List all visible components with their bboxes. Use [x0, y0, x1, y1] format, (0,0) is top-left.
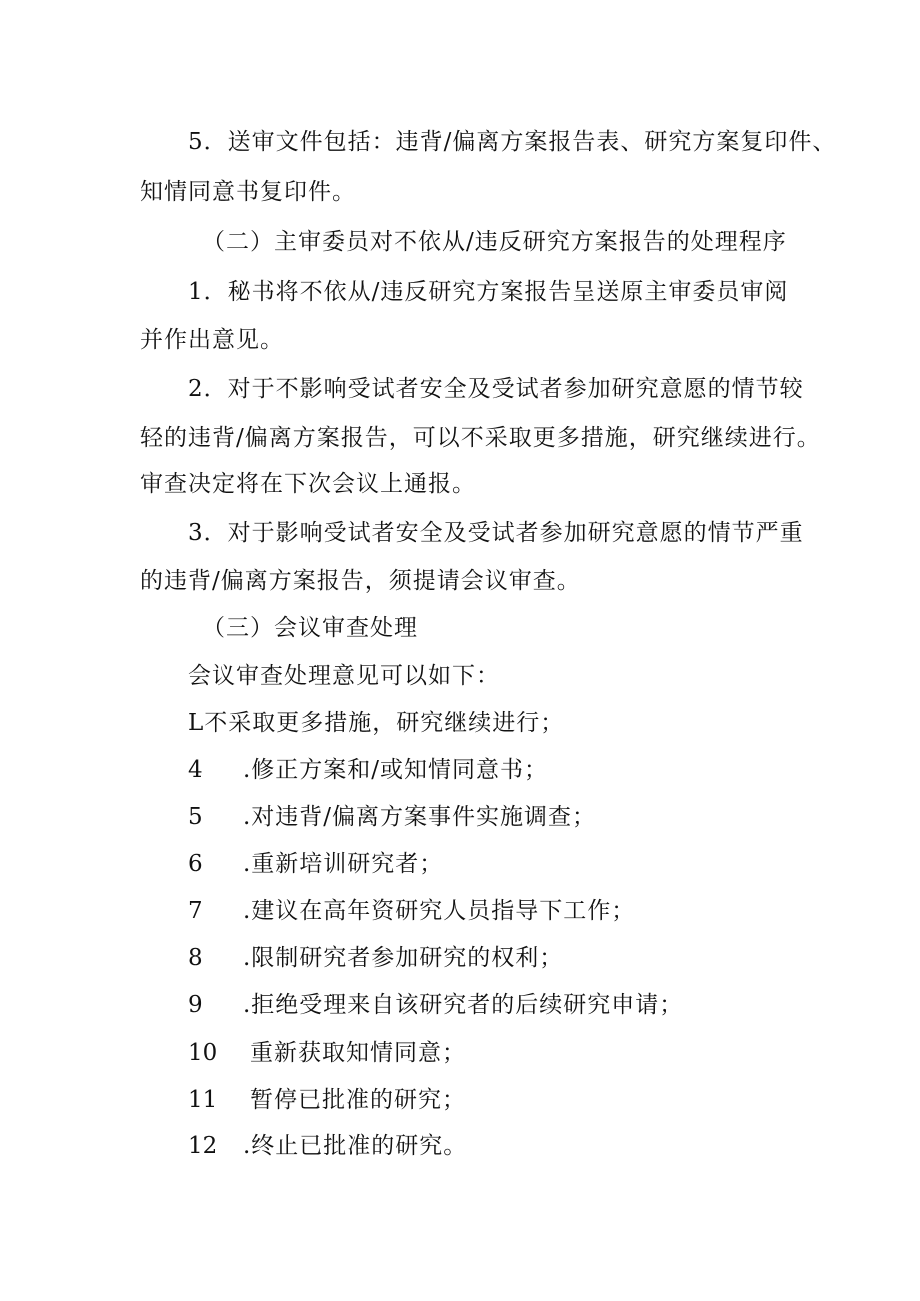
option-number: 11: [188, 1087, 218, 1113]
section-three-intro: 会议审查处理意见可以如下：: [188, 663, 500, 689]
step3-line2: 的违背/偏离方案报告，须提请会议审查。: [140, 568, 581, 594]
option-number: 9: [188, 992, 203, 1018]
section-three-heading: （三）会议审查处理: [202, 615, 418, 641]
step2-line2: 轻的违背/偏离方案报告，可以不采取更多措施，研究继续进行。: [140, 425, 821, 451]
item5-line1: 5．送审文件包括：违背/偏离方案报告表、研究方案复印件、: [188, 129, 837, 155]
item5-line2: 知情同意书复印件。: [140, 179, 356, 205]
option-text: .终止已批准的研究。: [243, 1133, 468, 1159]
option-text: .限制研究者参加研究的权利；: [243, 945, 564, 971]
option-number: 10: [188, 1040, 218, 1066]
option-text: .拒绝受理来自该研究者的后续研究申请；: [243, 992, 684, 1018]
section-two-heading: （二）主审委员对不依从/违反研究方案报告的处理程序: [202, 229, 787, 255]
option-text: 重新获取知情同意；: [250, 1040, 466, 1066]
step3-line1: 3．对于影响受试者安全及受试者参加研究意愿的情节严重: [188, 520, 804, 546]
step2-line3: 审查决定将在下次会议上通报。: [140, 471, 476, 497]
option-number: 12: [188, 1133, 218, 1159]
option-text: .建议在高年资研究人员指导下工作；: [243, 898, 636, 924]
option-text: .重新培训研究者；: [243, 851, 444, 877]
option-number: 7: [188, 898, 203, 924]
option-text: 暂停已批准的研究；: [250, 1087, 466, 1113]
step2-line1: 2．对于不影响受试者安全及受试者参加研究意愿的情节较: [188, 376, 804, 402]
option-text: .修正方案和/或知情同意书；: [243, 757, 549, 783]
option-text: .对违背/偏离方案事件实施调查；: [243, 804, 597, 830]
option-number: 8: [188, 945, 203, 971]
step1-line1: 1．秘书将不依从/违反研究方案报告呈送原主审委员审阅: [188, 279, 789, 305]
option-number: 6: [188, 851, 203, 877]
option-first: L不采取更多措施，研究继续进行；: [188, 710, 565, 736]
option-number: 5: [188, 804, 203, 830]
option-number: 4: [188, 757, 203, 783]
step1-line2: 并作出意见。: [140, 327, 284, 353]
